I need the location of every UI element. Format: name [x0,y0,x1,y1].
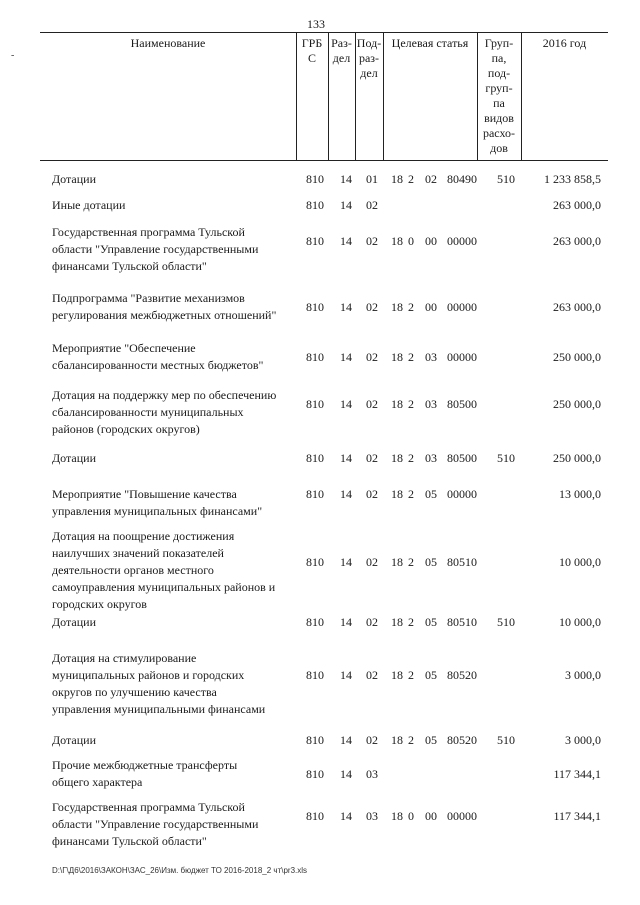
row-podrazdel: 02 [366,234,378,248]
row-grbs: 810 [306,809,324,823]
row-target-direction: 80500 [447,451,477,465]
row-target-program: 18 [391,809,403,823]
row-amount-2016: 10 000,0 [559,555,601,569]
row-target-event: 02 [425,172,437,186]
row-grbs: 810 [306,172,324,186]
row-target-program: 18 [391,451,403,465]
row-name: Иные дотации [52,198,126,212]
row-target-direction: 80490 [447,172,477,186]
row-target-event: 05 [425,555,437,569]
row-name: Мероприятие "Повышение качества управления муниципальных финансами" [52,487,263,518]
row-name: Государственная программа Тульской области "Управление государственными финансами Тульской области" [52,225,259,273]
row-name: Государственная программа Тульской области "Управление государственными финансами Тульской области" [52,800,259,848]
row-target-subprogram: 2 [408,555,414,569]
row-expense-type: 510 [497,451,515,465]
row-name: Дотация на поддержку мер по обеспечению сбалансированности муниципальных районов (городских округов) [52,388,277,436]
row-target-event: 00 [425,809,437,823]
row-podrazdel: 02 [366,615,378,629]
row-grbs: 810 [306,733,324,747]
row-target-direction: 80510 [447,555,477,569]
header-celevaya: Целевая статья [391,36,469,50]
row-target-direction: 00000 [447,487,477,501]
row-name: Дотации [52,451,97,465]
row-name: Дотации [52,733,97,747]
row-target-direction: 00000 [447,300,477,314]
row-target-event: 05 [425,615,437,629]
row-amount-2016: 117 344,1 [553,809,601,823]
row-razdel: 14 [340,615,352,629]
row-target-direction: 00000 [447,234,477,248]
row-grbs: 810 [306,615,324,629]
row-grbs: 810 [306,487,324,501]
row-target-program: 18 [391,555,403,569]
header-bottom-border [40,160,608,161]
row-amount-2016: 1 233 858,5 [544,172,601,186]
row-target-subprogram: 2 [408,300,414,314]
row-podrazdel: 02 [366,350,378,364]
row-amount-2016: 263 000,0 [553,198,601,212]
row-razdel: 14 [340,733,352,747]
row-target-program: 18 [391,300,403,314]
row-podrazdel: 02 [366,555,378,569]
header-divider-4 [383,32,384,160]
row-razdel: 14 [340,300,352,314]
row-target-direction: 80520 [447,668,477,682]
row-amount-2016: 3 000,0 [565,733,601,747]
row-target-direction: 00000 [447,350,477,364]
row-target-event: 05 [425,733,437,747]
row-amount-2016: 250 000,0 [553,397,601,411]
row-razdel: 14 [340,487,352,501]
row-grbs: 810 [306,668,324,682]
row-podrazdel: 02 [366,397,378,411]
row-target-program: 18 [391,397,403,411]
row-podrazdel: 02 [366,198,378,212]
row-expense-type: 510 [497,172,515,186]
row-name: Мероприятие "Обеспечение сбалансированности местных бюджетов" [52,341,264,372]
row-target-subprogram: 2 [408,487,414,501]
header-top-border [40,32,608,33]
page-number: 133 [307,17,325,31]
row-target-event: 03 [425,451,437,465]
row-target-direction: 00000 [447,809,477,823]
row-target-direction: 80510 [447,615,477,629]
row-podrazdel: 02 [366,300,378,314]
row-name: Дотации [52,172,97,186]
row-target-program: 18 [391,615,403,629]
row-razdel: 14 [340,234,352,248]
row-podrazdel: 03 [366,809,378,823]
row-podrazdel: 02 [366,733,378,747]
row-target-program: 18 [391,668,403,682]
row-target-subprogram: 0 [408,234,414,248]
row-target-event: 03 [425,350,437,364]
row-razdel: 14 [340,451,352,465]
row-grbs: 810 [306,234,324,248]
row-grbs: 810 [306,350,324,364]
row-podrazdel: 01 [366,172,378,186]
row-razdel: 14 [340,198,352,212]
row-grbs: 810 [306,555,324,569]
row-target-subprogram: 2 [408,350,414,364]
row-target-program: 18 [391,172,403,186]
row-target-event: 05 [425,668,437,682]
row-grbs: 810 [306,397,324,411]
row-podrazdel: 02 [366,668,378,682]
row-grbs: 810 [306,300,324,314]
row-podrazdel: 03 [366,767,378,781]
header-grbs: ГРБ С [301,36,323,65]
row-name: Дотации [52,615,97,629]
file-path-footer: D:\Г\Д6\2016\ЗАКОН\ЗАС_26\Изм. бюджет ТО 2016-2018_2 чт\pr3.xls [52,866,308,875]
row-grbs: 810 [306,198,324,212]
row-target-program: 18 [391,234,403,248]
row-amount-2016: 10 000,0 [559,615,601,629]
row-name: Прочие межбюджетные трансферты общего характера [52,758,238,789]
row-razdel: 14 [340,350,352,364]
header-razdel: Раз- дел [331,36,352,65]
row-razdel: 14 [340,809,352,823]
row-amount-2016: 263 000,0 [553,234,601,248]
row-podrazdel: 02 [366,487,378,501]
row-target-program: 18 [391,733,403,747]
row-name: Подпрограмма "Развитие механизмов регулирования межбюджетных отношений" [52,291,277,322]
row-amount-2016: 263 000,0 [553,300,601,314]
row-razdel: 14 [340,172,352,186]
row-razdel: 14 [340,555,352,569]
row-target-direction: 80500 [447,397,477,411]
row-grbs: 810 [306,767,324,781]
row-target-event: 00 [425,234,437,248]
row-razdel: 14 [340,767,352,781]
row-expense-type: 510 [497,733,515,747]
row-target-event: 03 [425,397,437,411]
header-name: Наименование [130,36,206,50]
row-target-program: 18 [391,350,403,364]
row-expense-type: 510 [497,615,515,629]
header-year: 2016 год [542,36,587,50]
row-target-subprogram: 2 [408,451,414,465]
row-target-subprogram: 2 [408,172,414,186]
row-target-direction: 80520 [447,733,477,747]
row-target-subprogram: 2 [408,668,414,682]
row-amount-2016: 117 344,1 [553,767,601,781]
row-grbs: 810 [306,451,324,465]
row-target-subprogram: 0 [408,809,414,823]
row-target-subprogram: 2 [408,615,414,629]
header-podrazdel: Под- раз- дел [356,36,382,80]
row-name: Дотация на поощрение достижения наилучших значений показателей деятельности органов местного самоуправления муниципальных районов и городских округов [52,529,276,611]
row-name: Дотация на стимулирование муниципальных районов и городских округов по улучшению качества управления муниципальными финансами [52,651,266,716]
row-target-subprogram: 2 [408,397,414,411]
row-amount-2016: 13 000,0 [559,487,601,501]
row-amount-2016: 3 000,0 [565,668,601,682]
row-target-program: 18 [391,487,403,501]
row-target-event: 05 [425,487,437,501]
row-razdel: 14 [340,397,352,411]
row-target-subprogram: 2 [408,733,414,747]
margin-mark: - [11,50,15,61]
row-podrazdel: 02 [366,451,378,465]
row-amount-2016: 250 000,0 [553,451,601,465]
row-target-event: 00 [425,300,437,314]
row-razdel: 14 [340,668,352,682]
row-amount-2016: 250 000,0 [553,350,601,364]
header-vid: Груп- па, под- груп- па видов расхо- дов [482,36,516,155]
header-divider-6 [521,32,522,160]
